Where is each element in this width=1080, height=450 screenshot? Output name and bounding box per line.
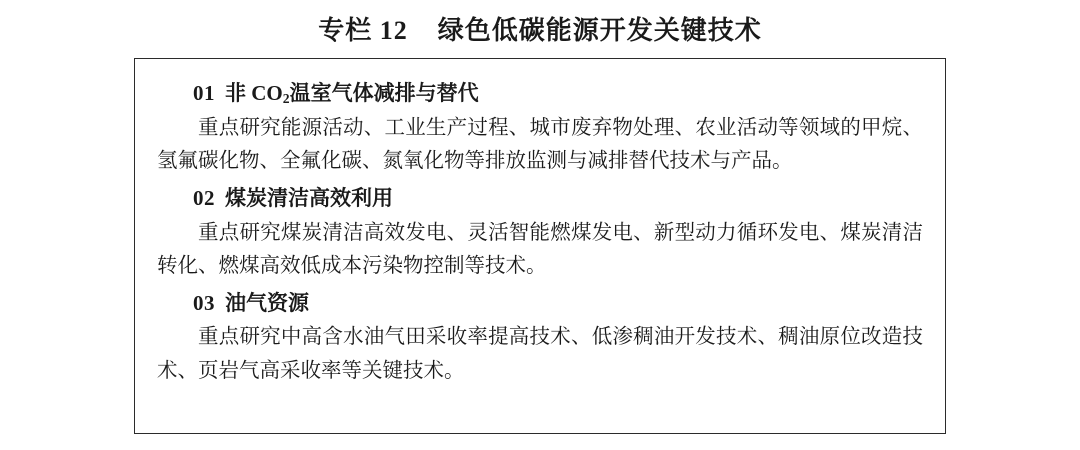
list-item — [157, 287, 923, 388]
item-heading-01 — [157, 77, 923, 110]
item-heading-03 — [157, 287, 923, 320]
item-body-01: 重点研究能源活动、工业生产过程、城市废弃物处理、农业活动等领域的甲烷、氢氟碳化物、全氟化碳、氮氧化物等排放监测与减排替代技术与产品。 — [157, 116, 923, 172]
list-item — [157, 77, 923, 178]
feature-box — [134, 58, 946, 434]
item-number: 03 — [193, 290, 215, 315]
item-body-02: 重点研究煤炭清洁高效发电、灵活智能燃煤发电、新型动力循环发电、煤炭清洁转化、燃煤高效低成本污染物控制等技术。 — [157, 221, 923, 277]
item-body-03: 重点研究中高含水油气田采收率提高技术、低渗稠油开发技术、稠油原位改造技术、页岩气高采收率等关键技术。 — [157, 326, 923, 382]
item-heading-02 — [157, 182, 923, 215]
item-heading-suffix: 温室气体减排与替代 — [289, 81, 479, 105]
item-heading-formula: CO — [251, 81, 283, 105]
item-number: 02 — [193, 185, 215, 210]
item-number: 01 — [193, 81, 215, 105]
item-heading-text: 煤炭清洁高效利用 — [225, 185, 393, 210]
item-heading-formula-sub: 2 — [282, 91, 290, 107]
item-heading-prefix: 非 — [225, 81, 252, 105]
item-heading-text: 油气资源 — [225, 290, 309, 315]
list-item — [157, 182, 923, 283]
page-title: 专栏 12 绿色低碳能源开发关键技术 — [318, 16, 762, 45]
